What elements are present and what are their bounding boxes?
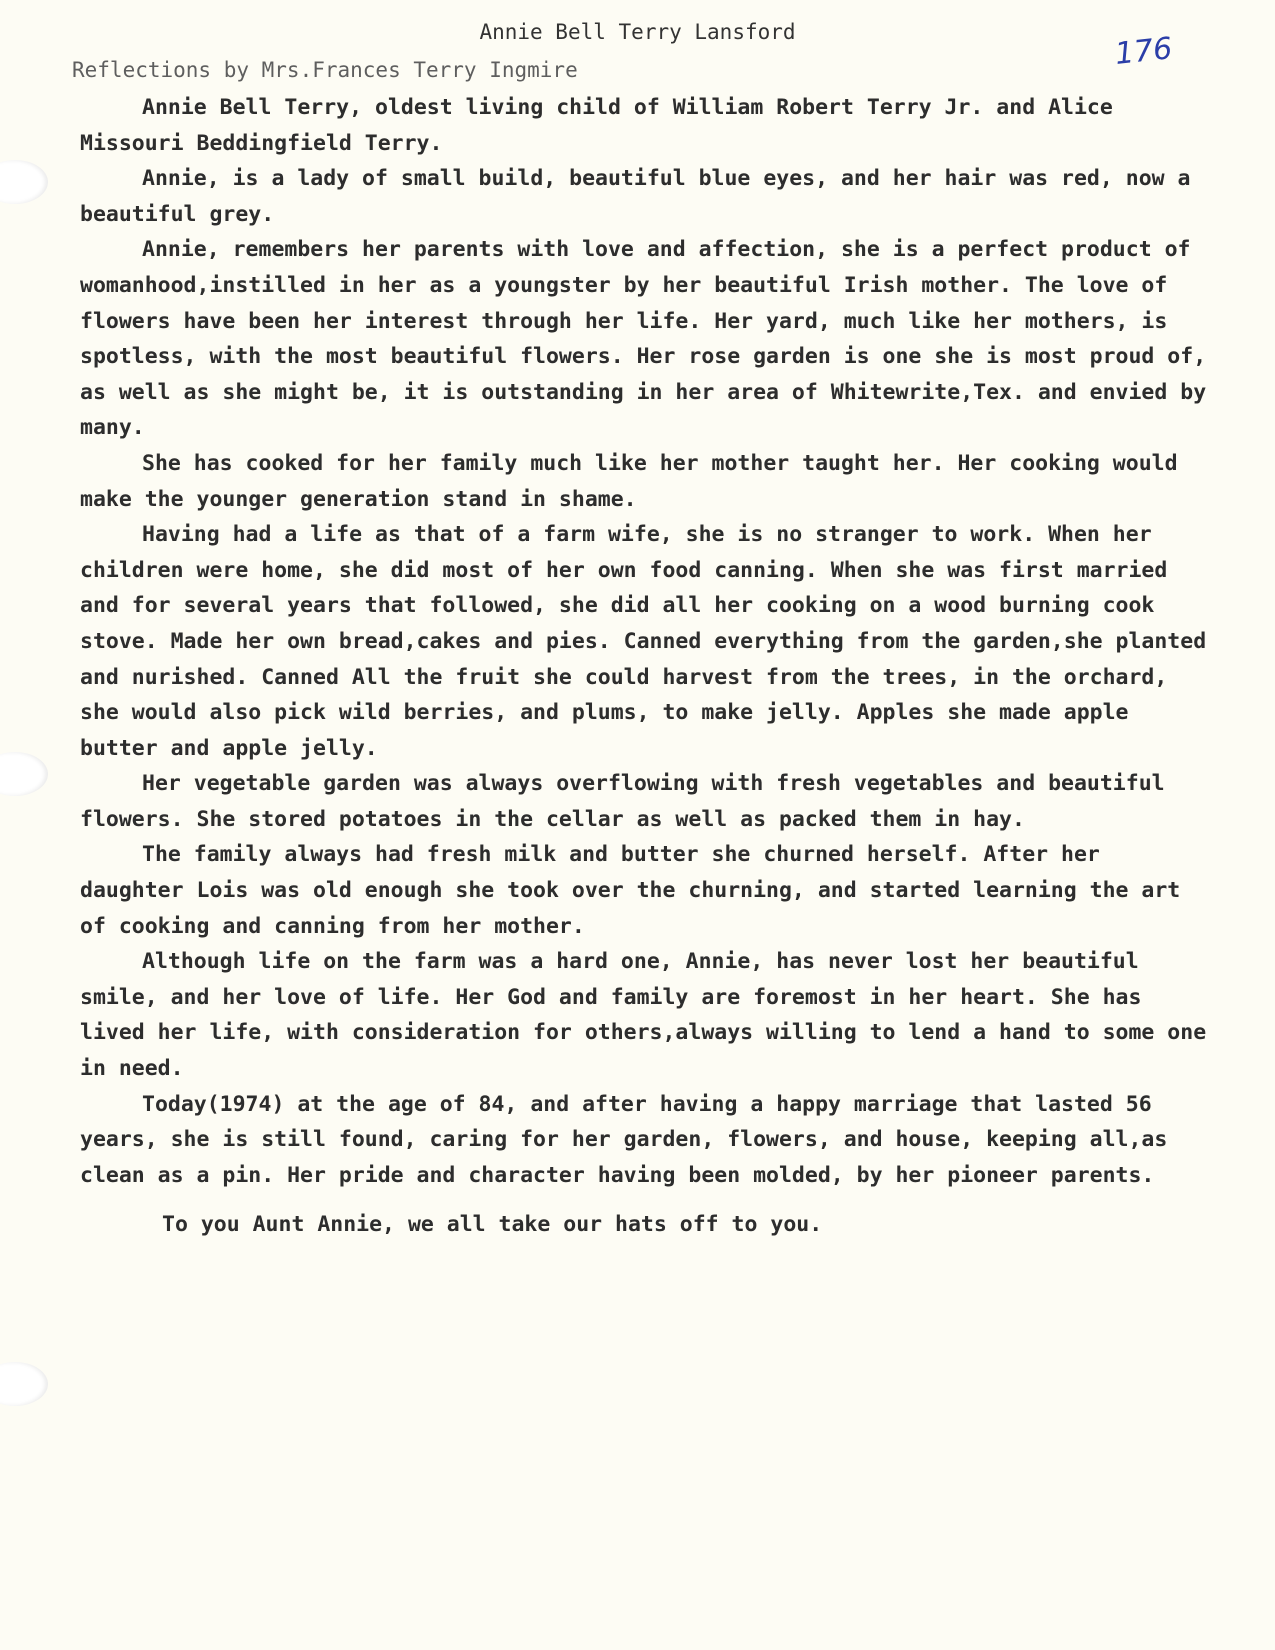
- paragraph: Annie, is a lady of small build, beautiful blue eyes, and her hair was red, now a beautiful grey.: [80, 166, 1204, 227]
- binder-hole: [0, 1362, 48, 1406]
- paragraph: Having had a life as that of a farm wife, she is no stranger to work. When her children were home, she did most of her own food canning. When she was first married and for several years that followed, she did all her cooking on a wood burning cook stove. Made her own bread,cakes and pies. Canned everything from the garden,she planted and nurished. Canned All the fruit she could harvest from the trees, in the orchard, she would also pick wild berries, and plums, to make jelly. Apples she made apple butter and apple jelly.: [80, 522, 1220, 761]
- document-title: Annie Bell Terry Lansford: [479, 20, 796, 44]
- binder-hole: [0, 160, 48, 204]
- binder-hole: [0, 752, 48, 796]
- paragraph: Today(1974) at the age of 84, and after having a happy marriage that lasted 56 years, she is still found, caring for her garden, flowers, and house, keeping all,as clean as a pin. Her pride and character having been molded, by her pioneer parents.: [80, 1091, 1181, 1188]
- document-subtitle: Reflections by Mrs.Frances Terry Ingmire: [72, 58, 578, 82]
- paragraph: Although life on the farm was a hard one, Annie, has never lost her beautiful smile, and her love of life. Her God and family are foremost in her heart. She has lived her life, with consideration for others,always willing to lend a hand to some one in need.: [80, 949, 1220, 1082]
- paragraph: Annie Bell Terry, oldest living child of William Robert Terry Jr. and Alice Missouri Beddingfield Terry.: [80, 95, 1126, 156]
- page-number: 176: [1113, 31, 1174, 72]
- paragraph: Annie, remembers her parents with love and affection, she is a perfect product of womanhood,instilled in her as a youngster by her beautiful Irish mother. The love of flowers have been her interest through her life. Her yard, much like her mothers, is spotless, with the most beautiful flowers. Her rose garden is one she is most proud of, as well as she might be, it is outstanding in her area of Whitewrite,Tex. and envied by many.: [80, 237, 1220, 441]
- document-body: [80, 90, 1220, 1243]
- closing-line: To you Aunt Annie, we all take our hats off to you.: [162, 1212, 823, 1238]
- paragraph: The family always had fresh milk and butter she churned herself. After her daughter Lois was old enough she took over the churning, and started learning the art of cooking and canning from her mother.: [80, 842, 1194, 939]
- paragraph: She has cooked for her family much like her mother taught her. Her cooking would make the younger generation stand in shame.: [80, 450, 1191, 512]
- paragraph: Her vegetable garden was always overflowing with fresh vegetables and beautiful flowers. She stored potatoes in the cellar as well as packed them in hay.: [80, 771, 1178, 832]
